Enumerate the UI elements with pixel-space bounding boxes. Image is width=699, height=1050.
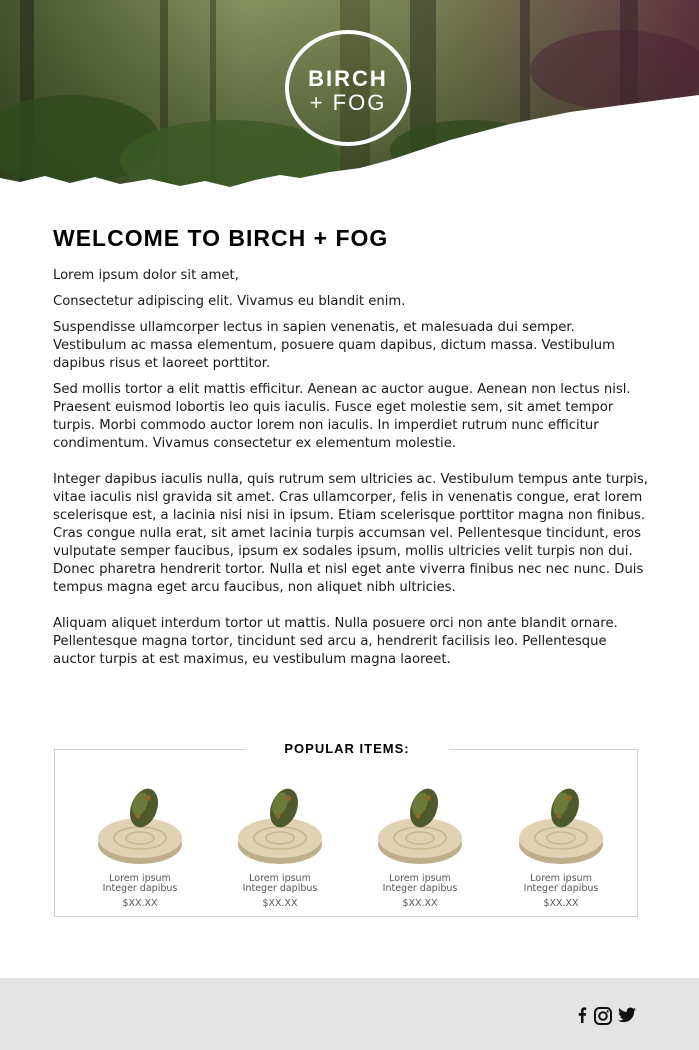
brand-logo[interactable] <box>285 30 411 146</box>
product-subtitle: Integer dapibus <box>382 883 458 894</box>
paragraph-2: Consectetur adipiscing elit. Vivamus eu blandit enim. <box>53 294 406 309</box>
product-image <box>513 768 609 868</box>
popular-items-box <box>54 741 638 917</box>
product-subtitle: Integer dapibus <box>242 883 318 894</box>
product-subtitle: Integer dapibus <box>102 883 178 894</box>
footer <box>0 978 699 1050</box>
product-card[interactable] <box>220 768 340 909</box>
paragraph-3: Suspendisse ullamcorper lectus in sapien venenatis, et malesuada dui semper. Vestibulum ac massa elementum, posuere quam dapibus, dictum massa. Vestibulum dapibus risus et laoreet porttitor. <box>53 320 615 371</box>
product-card[interactable] <box>501 768 621 909</box>
product-card[interactable] <box>80 768 200 909</box>
product-card[interactable] <box>360 768 480 909</box>
hero-banner <box>0 0 699 200</box>
logo-line-1: BIRCH <box>308 66 388 91</box>
paragraph-6: Aliquam aliquet interdum tortor ut mattis. Nulla posuere orci non ante blandit ornare. Pellentesque magna tortor, tincidunt sed arcu a, hendrerit facilisis leo. Pellentesque auctor turpis at est maximus, eu vestibulum magna laoreet. <box>53 616 618 667</box>
twitter-icon[interactable] <box>618 1007 636 1023</box>
facebook-icon[interactable] <box>577 1007 587 1023</box>
product-price: $XX.XX <box>262 898 298 909</box>
product-price: $XX.XX <box>402 898 438 909</box>
logo-line-2: + FOG <box>309 90 387 115</box>
paragraph-1: Lorem ipsum dolor sit amet, <box>53 268 239 283</box>
product-name: Lorem ipsum <box>249 873 311 884</box>
product-price: $XX.XX <box>543 898 579 909</box>
main-content <box>53 222 649 669</box>
page-title: WELCOME TO BIRCH + FOG <box>53 225 389 251</box>
popular-items-title: POPULAR ITEMS: <box>245 739 449 759</box>
instagram-icon[interactable] <box>594 1007 612 1025</box>
paragraph-5: Integer dapibus iaculis nulla, quis rutrum sem ultricies ac. Vestibulum tempus ante turpis, vitae iaculis nisl gravida sit amet. Cras ullamcorper, felis in venenatis congue, erat lorem scelerisque est, a lacinia nisi nisi in ipsum. Etiam scelerisque porttitor magna non finibus. Cras congue nulla erat, sit amet lacinia turpis accumsan vel. Pellentesque tincidunt, eros vulputate semper faucibus, ipsum ex sodales ipsum, mollis ultricies velit turpis non dui. Donec pharetra hendrerit tortor. Nulla et nisl eget ante viverra finibus nec nec nunc. Duis tempus magna eget arcu faucibus, non aliquet nibh ultricies. <box>53 472 648 595</box>
product-image <box>92 768 188 868</box>
product-image <box>372 768 468 868</box>
paragraph-4: Sed mollis tortor a elit mattis efficitur. Aenean ac auctor augue. Aenean non lectus nisl. Praesent euismod lobortis leo quis iaculis. Fusce eget molestie sem, sit amet tempor turpis. Morbi commodo auctor lorem non iaculis. In imperdiet rutrum nunc efficitur condimentum. Vivamus consectetur ex elementum molestie. <box>53 382 631 451</box>
product-subtitle: Integer dapibus <box>523 883 599 894</box>
product-price: $XX.XX <box>122 898 158 909</box>
product-image <box>232 768 328 868</box>
product-name: Lorem ipsum <box>109 873 171 884</box>
product-name: Lorem ipsum <box>530 873 592 884</box>
product-name: Lorem ipsum <box>389 873 451 884</box>
